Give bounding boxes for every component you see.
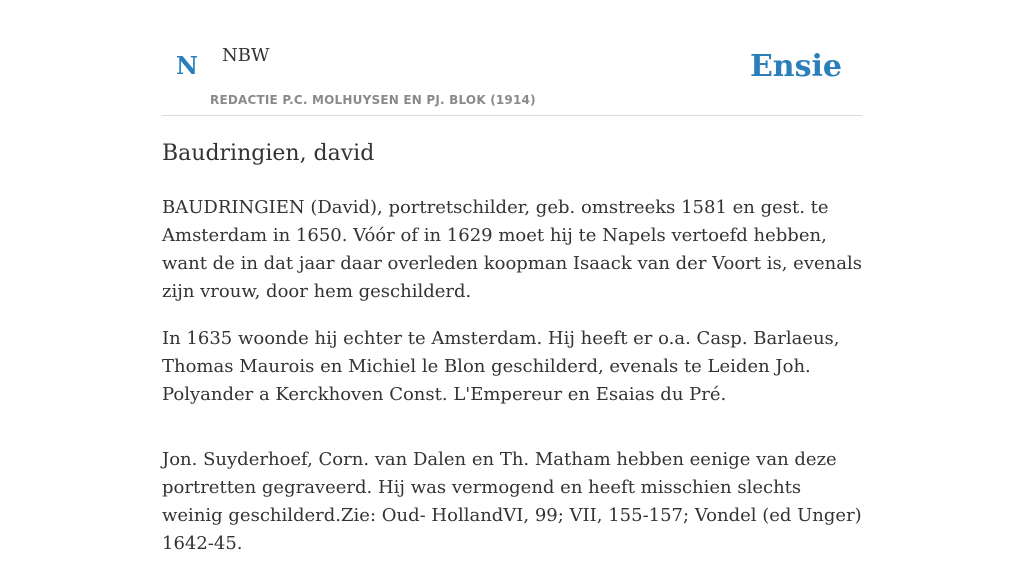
source-name[interactable]: NBW: [222, 45, 270, 66]
source-subtitle: REDACTIE P.C. MOLHUYSEN EN PJ. BLOK (1914): [210, 93, 536, 107]
page-header: [162, 0, 862, 116]
article-paragraph: Jon. Suyderhoef, Corn. van Dalen en Th. Matham hebben eenige van deze portretten gegraveerd. Hij was vermogend en heeft misschien slechts weinig geschilderd.Zie: Oud- HollandVI, 99; VII, 155-157; Vondel (ed Unger) 1642-45.: [162, 449, 862, 554]
article-paragraph: BAUDRINGIEN (David), portretschilder, geb. omstreeks 1581 en gest. te Amsterdam in 1650. Vóór of in 1629 moet hij te Napels vertoefd hebben, want de in dat jaar daar overleden koopman Isaack van der Voort is, evenals zijn vrouw, door hem geschilderd.: [162, 197, 862, 302]
brand-logo[interactable]: Ensie: [749, 49, 842, 84]
article-paragraph: In 1635 woonde hij echter te Amsterdam. Hij heeft er o.a. Casp. Barlaeus, Thomas Maurois en Michiel le Blon geschilderd, evenals te Leiden Joh. Polyander a Kerckhoven Const. L'Empereur en Esaias du Pré.: [162, 328, 840, 405]
article-title: Baudringien, david: [162, 141, 375, 166]
article: [162, 138, 862, 577]
source-logo[interactable]: N: [176, 51, 198, 80]
